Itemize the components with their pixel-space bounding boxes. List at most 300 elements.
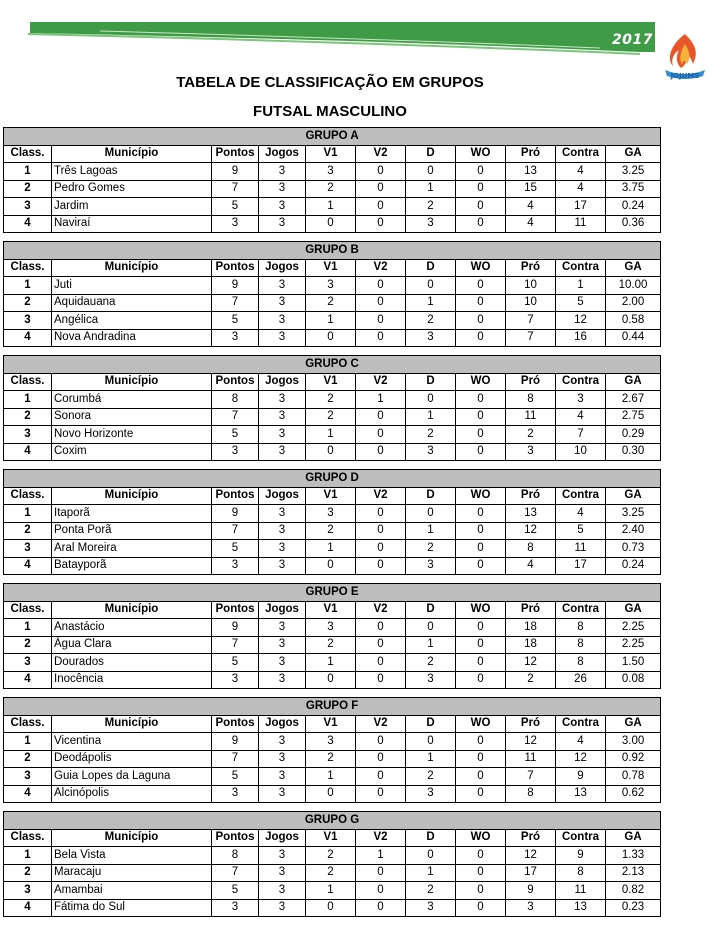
table-cell: 9 [212, 277, 259, 295]
table-cell: 0 [456, 408, 506, 426]
table-cell: 1 [4, 505, 52, 523]
table-cell: 0 [456, 768, 506, 786]
column-header: Pontos [212, 829, 259, 847]
table-cell: 7 [212, 294, 259, 312]
table-cell: 4 [4, 785, 52, 803]
table-cell: 11 [556, 215, 606, 233]
column-header: Pontos [212, 259, 259, 277]
column-header: D [406, 601, 456, 619]
group-title: GRUPO F [4, 698, 661, 716]
column-header: V2 [356, 373, 406, 391]
table-cell: 0 [306, 899, 356, 917]
table-cell: 1 [406, 294, 456, 312]
groups-container [3, 127, 660, 925]
table-cell: 0 [306, 443, 356, 461]
table-cell: 2.25 [606, 619, 661, 637]
table-cell: 0 [406, 277, 456, 295]
table-cell: 0 [356, 522, 406, 540]
table-cell: 5 [556, 522, 606, 540]
table-row [4, 540, 661, 558]
municipio-cell: Guia Lopes da Laguna [52, 768, 212, 786]
table-cell: 0 [456, 557, 506, 575]
table-cell: 4 [506, 198, 556, 216]
table-cell: 1 [4, 847, 52, 865]
table-cell: 3 [259, 619, 306, 637]
table-cell: 2 [506, 426, 556, 444]
table-cell: 1.33 [606, 847, 661, 865]
table-cell: 4 [556, 180, 606, 198]
year-label: 2017 [612, 32, 653, 48]
table-cell: 0 [456, 198, 506, 216]
table-cell: 3 [212, 785, 259, 803]
table-cell: 10 [506, 277, 556, 295]
table-cell: 1 [306, 426, 356, 444]
page-title: TABELA DE CLASSIFICAÇÃO EM GRUPOS [176, 74, 484, 91]
standings-table [3, 127, 661, 233]
column-header: V2 [356, 829, 406, 847]
table-cell: 3 [259, 557, 306, 575]
table-cell: 7 [212, 408, 259, 426]
column-header: Pró [506, 601, 556, 619]
group-title: GRUPO C [4, 356, 661, 374]
table-cell: 8 [556, 654, 606, 672]
table-cell: 3 [259, 426, 306, 444]
table-cell: 2 [4, 294, 52, 312]
table-cell: 3 [4, 654, 52, 672]
page-subtitle: FUTSAL MASCULINO [253, 103, 407, 120]
column-header: V1 [306, 487, 356, 505]
table-cell: 5 [212, 312, 259, 330]
table-cell: 1 [406, 750, 456, 768]
column-header: Class. [4, 715, 52, 733]
table-cell: 0 [356, 619, 406, 637]
table-cell: 26 [556, 671, 606, 689]
table-row [4, 329, 661, 347]
column-header: GA [606, 373, 661, 391]
table-cell: 0.92 [606, 750, 661, 768]
table-row [4, 312, 661, 330]
table-cell: 3 [406, 671, 456, 689]
column-header: WO [456, 487, 506, 505]
municipio-cell: Alcinópolis [52, 785, 212, 803]
table-cell: 3 [506, 899, 556, 917]
table-cell: 10 [556, 443, 606, 461]
municipio-cell: Juti [52, 277, 212, 295]
table-cell: 3 [406, 899, 456, 917]
column-header: V2 [356, 715, 406, 733]
column-header: V1 [306, 259, 356, 277]
group-title: GRUPO B [4, 242, 661, 260]
table-cell: 2 [406, 198, 456, 216]
column-header: WO [456, 145, 506, 163]
table-cell: 8 [556, 619, 606, 637]
table-row [4, 671, 661, 689]
table-cell: 7 [212, 522, 259, 540]
column-header: V2 [356, 487, 406, 505]
table-cell: 2 [306, 750, 356, 768]
table-cell: 15 [506, 180, 556, 198]
table-cell: 2 [406, 654, 456, 672]
municipio-cell: Água Clara [52, 636, 212, 654]
table-cell: 2 [4, 636, 52, 654]
table-cell: 7 [212, 750, 259, 768]
table-cell: 0 [356, 294, 406, 312]
municipio-cell: Ponta Porã [52, 522, 212, 540]
table-cell: 12 [506, 733, 556, 751]
table-cell: 3 [259, 294, 306, 312]
table-row [4, 215, 661, 233]
table-cell: 0 [356, 733, 406, 751]
table-cell: 2.75 [606, 408, 661, 426]
table-cell: 18 [506, 636, 556, 654]
table-cell: 3 [306, 163, 356, 181]
column-header: V1 [306, 829, 356, 847]
table-cell: 5 [212, 654, 259, 672]
table-cell: 0 [456, 785, 506, 803]
table-cell: 11 [556, 882, 606, 900]
column-header: V2 [356, 259, 406, 277]
table-cell: 12 [556, 312, 606, 330]
table-cell: 0.23 [606, 899, 661, 917]
table-cell: 12 [506, 654, 556, 672]
table-cell: 2 [406, 882, 456, 900]
table-cell: 0.30 [606, 443, 661, 461]
table-row [4, 619, 661, 637]
group-table-4 [3, 469, 660, 575]
table-cell: 3.00 [606, 733, 661, 751]
column-header: GA [606, 259, 661, 277]
table-cell: 2 [306, 294, 356, 312]
column-header: Class. [4, 829, 52, 847]
column-header: Contra [556, 829, 606, 847]
table-cell: 0 [356, 180, 406, 198]
table-cell: 3 [406, 785, 456, 803]
table-cell: 3 [259, 882, 306, 900]
table-cell: 0 [456, 882, 506, 900]
table-cell: 2 [306, 180, 356, 198]
table-row [4, 443, 661, 461]
table-cell: 9 [212, 733, 259, 751]
column-header: WO [456, 829, 506, 847]
table-cell: 9 [556, 847, 606, 865]
table-cell: 11 [556, 540, 606, 558]
column-header: Contra [556, 259, 606, 277]
table-cell: 13 [506, 163, 556, 181]
table-cell: 12 [506, 847, 556, 865]
table-cell: 3 [259, 163, 306, 181]
table-cell: 5 [212, 540, 259, 558]
table-cell: 0.58 [606, 312, 661, 330]
table-row [4, 180, 661, 198]
column-header-row [4, 601, 661, 619]
table-cell: 13 [556, 899, 606, 917]
table-cell: 0 [456, 294, 506, 312]
table-cell: 5 [212, 426, 259, 444]
column-header: Jogos [259, 601, 306, 619]
table-cell: 0 [356, 329, 406, 347]
municipio-cell: Novo Horizonte [52, 426, 212, 444]
table-cell: 1 [4, 733, 52, 751]
table-cell: 11 [506, 750, 556, 768]
table-cell: 0 [456, 540, 506, 558]
column-header: Contra [556, 715, 606, 733]
table-cell: 3 [259, 198, 306, 216]
table-cell: 0 [306, 215, 356, 233]
table-cell: 3 [259, 785, 306, 803]
table-cell: 0 [456, 522, 506, 540]
table-cell: 2 [306, 391, 356, 409]
column-header: Class. [4, 373, 52, 391]
table-cell: 3 [4, 540, 52, 558]
table-cell: 1 [306, 882, 356, 900]
table-cell: 0 [356, 540, 406, 558]
table-cell: 2 [306, 408, 356, 426]
group-title: GRUPO D [4, 470, 661, 488]
table-cell: 0 [306, 329, 356, 347]
column-header: Pró [506, 373, 556, 391]
table-cell: 4 [556, 505, 606, 523]
table-cell: 4 [4, 557, 52, 575]
municipio-cell: Anastácio [52, 619, 212, 637]
table-cell: 0 [356, 408, 406, 426]
table-row [4, 636, 661, 654]
column-header: Pró [506, 487, 556, 505]
table-cell: 3.25 [606, 163, 661, 181]
table-cell: 5 [212, 768, 259, 786]
column-header: Município [52, 373, 212, 391]
municipio-cell: Maracaju [52, 864, 212, 882]
table-cell: 0 [356, 785, 406, 803]
table-cell: 3 [259, 391, 306, 409]
column-header: GA [606, 715, 661, 733]
table-cell: 5 [212, 882, 259, 900]
column-header: Pró [506, 259, 556, 277]
table-row [4, 426, 661, 444]
table-cell: 0 [306, 671, 356, 689]
table-cell: 0 [356, 215, 406, 233]
table-cell: 4 [4, 215, 52, 233]
table-cell: 17 [556, 198, 606, 216]
table-cell: 3 [259, 505, 306, 523]
column-header: V1 [306, 373, 356, 391]
table-cell: 3 [306, 619, 356, 637]
table-cell: 1 [356, 391, 406, 409]
table-cell: 3 [212, 899, 259, 917]
table-cell: 0.82 [606, 882, 661, 900]
municipio-cell: Angélica [52, 312, 212, 330]
table-cell: 3 [212, 443, 259, 461]
standings-table [3, 355, 661, 461]
table-cell: 0 [456, 443, 506, 461]
column-header: GA [606, 601, 661, 619]
column-header: D [406, 259, 456, 277]
column-header: Class. [4, 259, 52, 277]
table-cell: 4 [556, 163, 606, 181]
column-header: Contra [556, 145, 606, 163]
table-cell: 0 [456, 636, 506, 654]
table-cell: 3 [259, 277, 306, 295]
column-header: Jogos [259, 715, 306, 733]
column-header: V2 [356, 145, 406, 163]
column-header: V1 [306, 715, 356, 733]
table-row [4, 408, 661, 426]
table-cell: 0 [356, 277, 406, 295]
column-header: Jogos [259, 145, 306, 163]
column-header-row [4, 145, 661, 163]
table-cell: 3 [212, 557, 259, 575]
table-cell: 9 [212, 505, 259, 523]
standings-table [3, 469, 661, 575]
table-row [4, 294, 661, 312]
table-cell: 0 [456, 391, 506, 409]
group-table-2 [3, 241, 660, 347]
table-cell: 13 [506, 505, 556, 523]
municipio-cell: Itaporã [52, 505, 212, 523]
group-table-7 [3, 811, 660, 917]
table-cell: 12 [556, 750, 606, 768]
column-header: WO [456, 259, 506, 277]
table-cell: 0 [456, 277, 506, 295]
column-header: Pontos [212, 145, 259, 163]
table-cell: 3 [259, 750, 306, 768]
group-title: GRUPO E [4, 584, 661, 602]
table-row [4, 899, 661, 917]
table-cell: 3 [259, 329, 306, 347]
table-cell: 0 [456, 750, 506, 768]
table-cell: 8 [506, 391, 556, 409]
column-header: WO [456, 601, 506, 619]
table-cell: 0 [356, 654, 406, 672]
table-cell: 3 [259, 443, 306, 461]
table-row [4, 198, 661, 216]
table-cell: 3 [259, 408, 306, 426]
column-header: Município [52, 259, 212, 277]
table-cell: 8 [556, 864, 606, 882]
table-cell: 1 [406, 522, 456, 540]
column-header: D [406, 829, 456, 847]
table-cell: 0 [406, 163, 456, 181]
table-cell: 2 [406, 540, 456, 558]
table-cell: 0.24 [606, 557, 661, 575]
column-header: Class. [4, 487, 52, 505]
table-cell: 0 [406, 847, 456, 865]
table-cell: 16 [556, 329, 606, 347]
table-cell: 2 [4, 864, 52, 882]
group-table-1 [3, 127, 660, 233]
table-cell: 1 [306, 312, 356, 330]
table-cell: 0 [356, 864, 406, 882]
table-cell: 2.13 [606, 864, 661, 882]
table-row [4, 557, 661, 575]
table-cell: 17 [556, 557, 606, 575]
column-header: Jogos [259, 259, 306, 277]
group-title: GRUPO G [4, 812, 661, 830]
table-cell: 2.00 [606, 294, 661, 312]
table-cell: 2.67 [606, 391, 661, 409]
table-cell: 3 [4, 426, 52, 444]
group-table-3 [3, 355, 660, 461]
table-cell: 0 [456, 847, 506, 865]
table-cell: 3.75 [606, 180, 661, 198]
column-header-row [4, 487, 661, 505]
municipio-cell: Coxim [52, 443, 212, 461]
column-header: Pontos [212, 601, 259, 619]
table-cell: 4 [4, 671, 52, 689]
table-cell: 1 [306, 198, 356, 216]
table-cell: 0 [456, 426, 506, 444]
table-cell: 0 [406, 505, 456, 523]
table-cell: 7 [212, 180, 259, 198]
table-row [4, 882, 661, 900]
table-cell: 3 [259, 215, 306, 233]
table-cell: 7 [212, 864, 259, 882]
table-cell: 0 [356, 426, 406, 444]
table-cell: 1 [406, 636, 456, 654]
table-cell: 7 [506, 768, 556, 786]
table-cell: 0 [356, 768, 406, 786]
table-cell: 0 [406, 391, 456, 409]
table-cell: 2 [306, 522, 356, 540]
table-cell: 2 [406, 768, 456, 786]
table-cell: 0 [456, 654, 506, 672]
column-header: Pró [506, 145, 556, 163]
table-cell: 3 [259, 522, 306, 540]
table-cell: 3 [306, 733, 356, 751]
table-cell: 0.44 [606, 329, 661, 347]
column-header-row [4, 259, 661, 277]
table-cell: 3.25 [606, 505, 661, 523]
table-cell: 2 [4, 522, 52, 540]
municipio-cell: Aquidauana [52, 294, 212, 312]
column-header: Class. [4, 145, 52, 163]
table-cell: 2.25 [606, 636, 661, 654]
column-header: Pró [506, 829, 556, 847]
column-header: Município [52, 715, 212, 733]
table-cell: 7 [556, 426, 606, 444]
table-cell: 11 [506, 408, 556, 426]
table-cell: 13 [556, 785, 606, 803]
table-cell: 1 [406, 864, 456, 882]
table-cell: 0 [456, 312, 506, 330]
table-cell: 1 [306, 540, 356, 558]
table-cell: 3 [259, 671, 306, 689]
column-header: D [406, 487, 456, 505]
table-cell: 9 [212, 163, 259, 181]
table-cell: 2 [406, 312, 456, 330]
municipio-cell: Jardim [52, 198, 212, 216]
table-cell: 0 [356, 505, 406, 523]
table-cell: 0 [356, 671, 406, 689]
table-cell: 3 [259, 312, 306, 330]
table-cell: 3 [306, 277, 356, 295]
column-header: Contra [556, 601, 606, 619]
table-cell: 18 [506, 619, 556, 637]
column-header-row [4, 829, 661, 847]
table-cell: 2 [4, 408, 52, 426]
table-cell: 2.40 [606, 522, 661, 540]
table-cell: 0 [456, 180, 506, 198]
table-cell: 0 [456, 505, 506, 523]
table-cell: 1 [4, 163, 52, 181]
column-header-row [4, 715, 661, 733]
municipio-cell: Sonora [52, 408, 212, 426]
table-cell: 5 [212, 198, 259, 216]
table-cell: 4 [4, 899, 52, 917]
table-cell: 0 [356, 443, 406, 461]
municipio-cell: Batayporã [52, 557, 212, 575]
table-cell: 0 [406, 733, 456, 751]
table-cell: 3 [259, 768, 306, 786]
